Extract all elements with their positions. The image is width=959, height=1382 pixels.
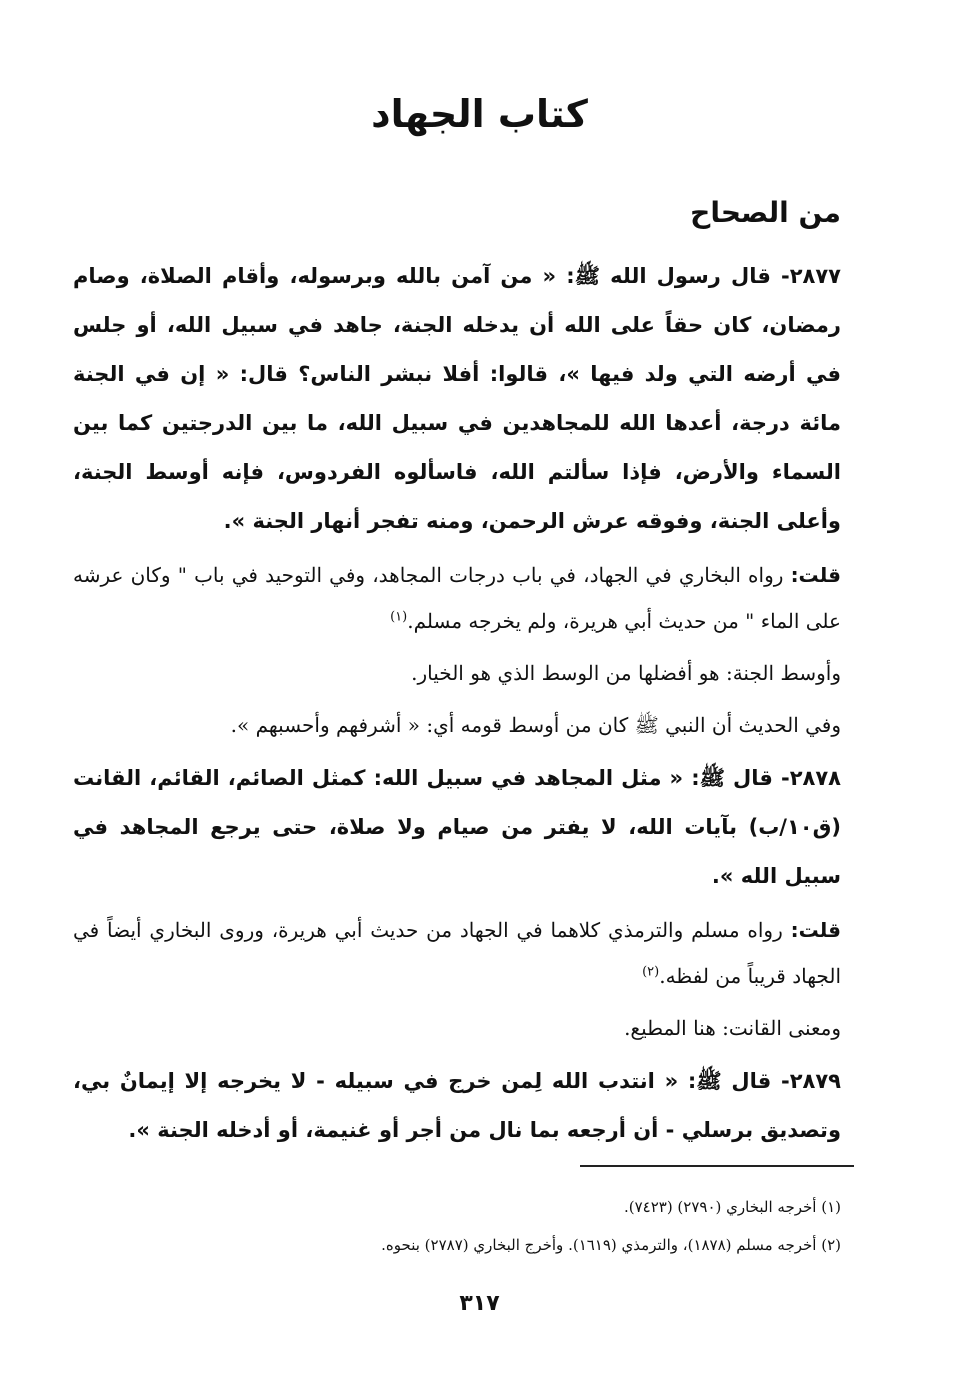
section-heading: من الصحاح [690, 196, 841, 229]
page-number: ٣١٧ [459, 1291, 500, 1316]
footnote-divider [580, 1165, 854, 1167]
hadith-number: ٢٨٧٨- [781, 766, 841, 790]
note-text: رواه مسلم والترمذي كلاهما في الجهاد من حديث أبي هريرة، وروى البخاري أيضاً في الجهاد قريباً من لفظه. [73, 918, 841, 988]
hadith-number: ٢٨٧٩- [781, 1069, 841, 1093]
note-2877 [73, 552, 841, 644]
note-text: رواه البخاري في الجهاد، في باب درجات المجاهد، وفي التوحيد في باب " وكان عرشه على الماء " من حديث أبي هريرة، ولم يخرجه مسلم. [73, 563, 841, 633]
footnote-ref: (١) [390, 609, 408, 625]
note-label: قلت: [790, 918, 842, 942]
footnote-2: (٢) أخرجه مسلم (١٨٧٨)، والترمذي (١٦١٩). وأخرج البخاري (٢٧٨٧) بنحوه. [381, 1236, 841, 1254]
hadith-2879 [73, 1057, 841, 1155]
footnote-1: (١) أخرجه البخاري (٢٧٩٠) (٧٤٢٣). [623, 1198, 841, 1216]
explanation-hadith: وفي الحديث أن النبي ﷺ كان من أوسط قومه أي: « أشرفهم وأحسبهم ». [230, 713, 841, 737]
explanation-wasat: وأوسط الجنة: هو أفضلها من الوسط الذي هو الخيار. [411, 661, 841, 685]
footnotes [73, 1188, 841, 1264]
hadith-2877 [73, 252, 841, 546]
page-title: كتاب الجهاد [371, 92, 588, 136]
note-2878 [73, 907, 841, 999]
hadith-2878 [73, 754, 841, 901]
footnote-ref: (٢) [642, 964, 660, 980]
hadith-text: قال ﷺ: « مثل المجاهد في سبيل الله: كمثل الصائم، القائم، القانت (ق١٠/ب) بآيات الله، لا يفتر من صيام ولا صلاة، حتى يرجع المجاهد في سبيل الله ». [73, 766, 841, 888]
hadith-number: ٢٨٧٧- [781, 264, 841, 288]
hadith-text: قال ﷺ: « انتدب الله لِمن خرج في سبيله - لا يخرجه إلا إيمانٌ بي، وتصديق برسلي - أن أرجعه بما نال من أجر أو غنيمة، أو أدخله الجنة ». [73, 1069, 841, 1142]
explanation-qanit: ومعنى القانت: هنا المطيع. [624, 1016, 841, 1040]
note-label: قلت: [790, 563, 841, 587]
hadith-text: قال رسول الله ﷺ: « من آمن بالله وبرسوله، وأقام الصلاة، وصام رمضان، كان حقاً على الله أن يدخله الجنة، جاهد في سبيل الله، أو جلس في أرضه التي ولد فيها »، قالوا: أفلا نبشر الناس؟ قال: « إن في الجنة مائة درجة، أعدها الله للمجاهدين في سبيل الله، ما بين الدرجتين كما بين السماء والأرض، فإذا سألتم الله، فاسألوه الفردوس، فإنه أوسط الجنة، وأعلى الجنة، وفوقه عرش الرحمن، ومنه تفجر أنهار الجنة ». [73, 264, 841, 533]
main-text [73, 252, 841, 1161]
